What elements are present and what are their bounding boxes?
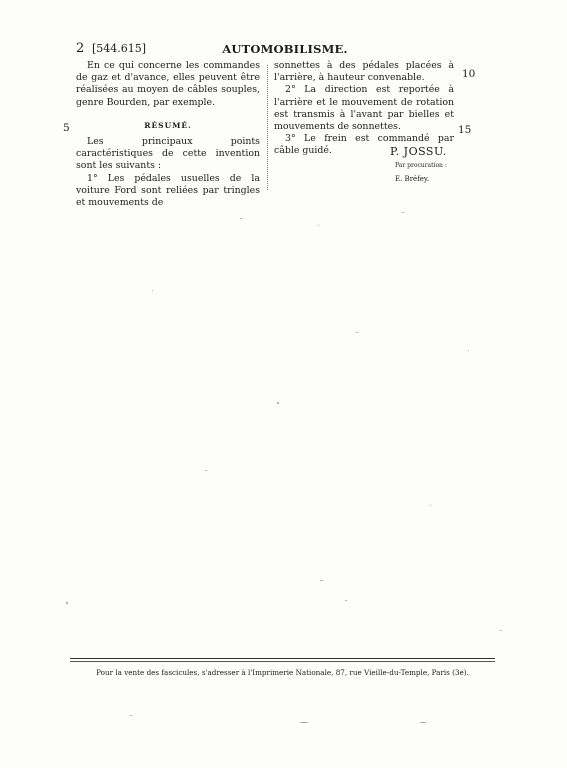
left-column (76, 60, 260, 209)
line-number-15: 15 (458, 124, 472, 136)
footer-rule (70, 658, 495, 659)
point-3: 3° Le frein est commandé par câble guidé. (274, 133, 454, 157)
patent-number: [544.615] (92, 42, 147, 55)
signature-agent: E. Bréfey. (395, 175, 430, 183)
summary-heading: RÉSUMÉ. (144, 120, 192, 130)
footer-rule-thin (70, 661, 495, 662)
signature-name: P. JOSSU. (390, 145, 447, 158)
summary-intro: Les principaux points caractéristiques de cette invention sont les suivants : (76, 136, 260, 172)
point-1-end: sonnettes à des pédales placées à l'arrière, à hauteur convenable. (274, 60, 454, 84)
point-1-start: 1° Les pédales usuelles de la voiture Ford sont reliées par tringles et mouvements de (76, 172, 260, 209)
column-divider (267, 65, 268, 190)
line-number-10: 10 (462, 68, 476, 80)
footer-text: Pour la vente des fascicules, s'adresser à l'Imprimerie Nationale, 87, rue Vieille-du-Temple, Paris (3e). (96, 668, 469, 677)
signature-by-proxy: Par procuration : (395, 162, 447, 169)
intro-paragraph: En ce qui concerne les commandes de gaz et d'avance, elles peuvent être réalisées au moyen de câbles souples, genre Bourden, par exemple. (76, 60, 260, 108)
right-column (274, 60, 454, 158)
page-number: 2 (76, 41, 85, 56)
line-number-5: 5 (63, 122, 70, 134)
point-2: 2° La direction est reportée à l'arrière et le mouvement de rotation est transmis à l'avant par bielles et mouvements de sonnettes. (274, 84, 454, 133)
page-title: AUTOMOBILISME. (222, 42, 348, 56)
